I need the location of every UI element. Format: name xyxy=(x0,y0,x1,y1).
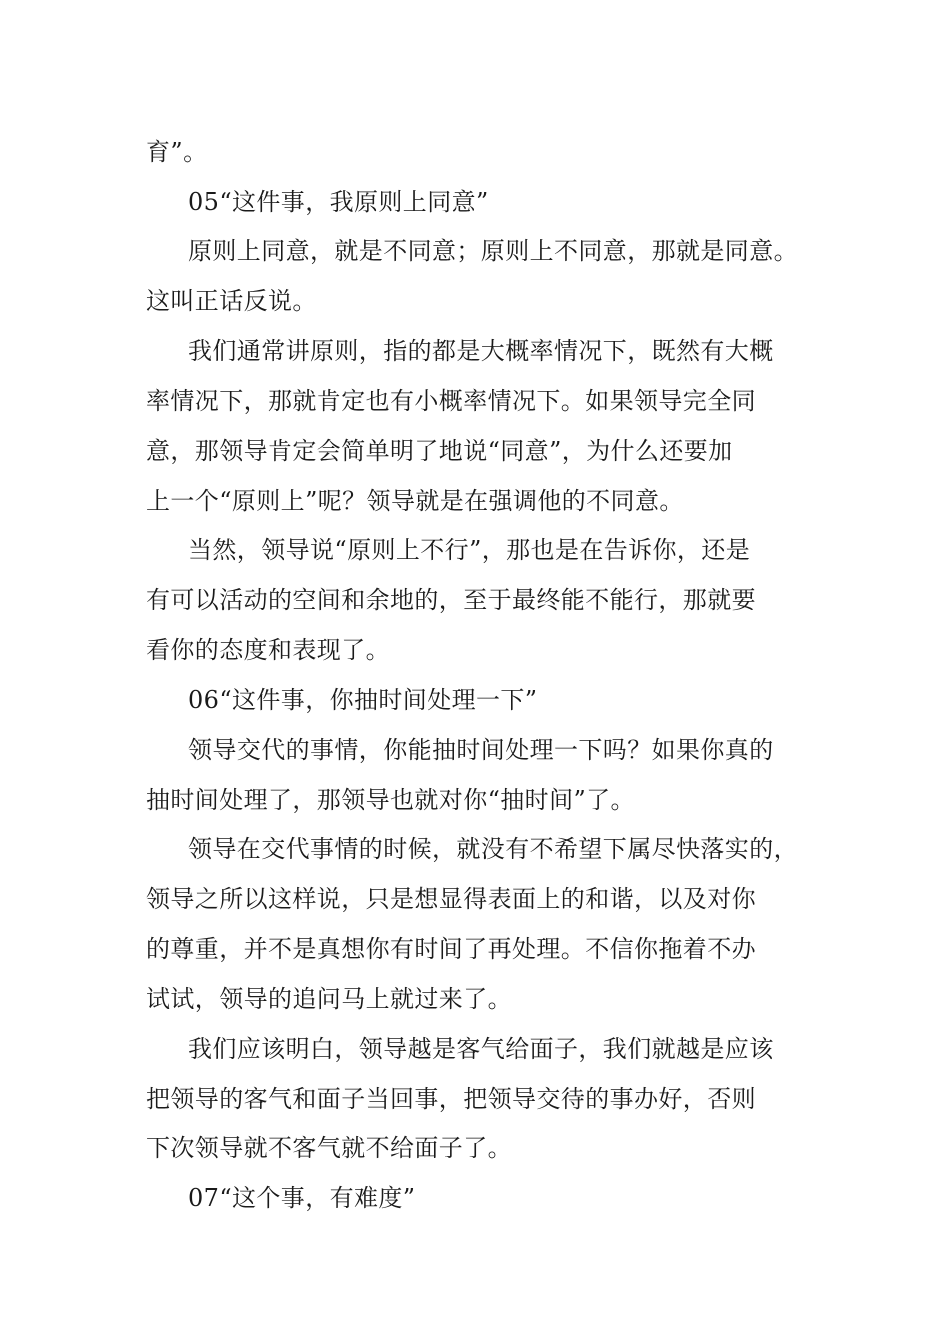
paragraph-line: 领导在交代事情的时候，就没有不希望下属尽快落实的， xyxy=(188,835,798,863)
paragraph-line: 我们应该明白，领导越是客气给面子，我们就越是应该 xyxy=(188,1035,774,1063)
paragraph-line: 把领导的客气和面子当回事，把领导交待的事办好，否则 xyxy=(146,1085,756,1113)
paragraph-line: 原则上同意，就是不同意；原则上不同意，那就是同意。 xyxy=(188,237,798,265)
section-heading: 07“这个事，有难度” xyxy=(188,1184,416,1212)
paragraph-line: 的尊重，并不是真想你有时间了再处理。不信你拖着不办 xyxy=(146,935,756,963)
paragraph-line: 我们通常讲原则，指的都是大概率情况下，既然有大概 xyxy=(188,337,774,365)
paragraph-line: 意，那领导肯定会简单明了地说“同意”，为什么还要加 xyxy=(146,437,733,465)
paragraph-line: 领导之所以这样说，只是想显得表面上的和谐，以及对你 xyxy=(146,885,756,913)
paragraph-line: 下次领导就不客气就不给面子了。 xyxy=(146,1134,512,1162)
paragraph-line: 育”。 xyxy=(146,138,208,166)
section-heading: 05“这件事，我原则上同意” xyxy=(188,188,489,216)
paragraph-line: 抽时间处理了，那领导也就对你“抽时间”了。 xyxy=(146,786,635,814)
paragraph-line: 这叫正话反说。 xyxy=(146,287,317,315)
paragraph-line: 率情况下，那就肯定也有小概率情况下。如果领导完全同 xyxy=(146,387,756,415)
paragraph-line: 看你的态度和表现了。 xyxy=(146,636,390,664)
section-heading: 06“这件事，你抽时间处理一下” xyxy=(188,686,538,714)
paragraph-line: 领导交代的事情，你能抽时间处理一下吗？如果你真的 xyxy=(188,736,774,764)
paragraph-line: 当然，领导说“原则上不行”，那也是在告诉你，还是 xyxy=(188,536,751,564)
paragraph-line: 试试，领导的追问马上就过来了。 xyxy=(146,985,512,1013)
paragraph-line: 有可以活动的空间和余地的，至于最终能不能行，那就要 xyxy=(146,586,756,614)
paragraph-line: 上一个“原则上”呢？领导就是在强调他的不同意。 xyxy=(146,487,684,515)
